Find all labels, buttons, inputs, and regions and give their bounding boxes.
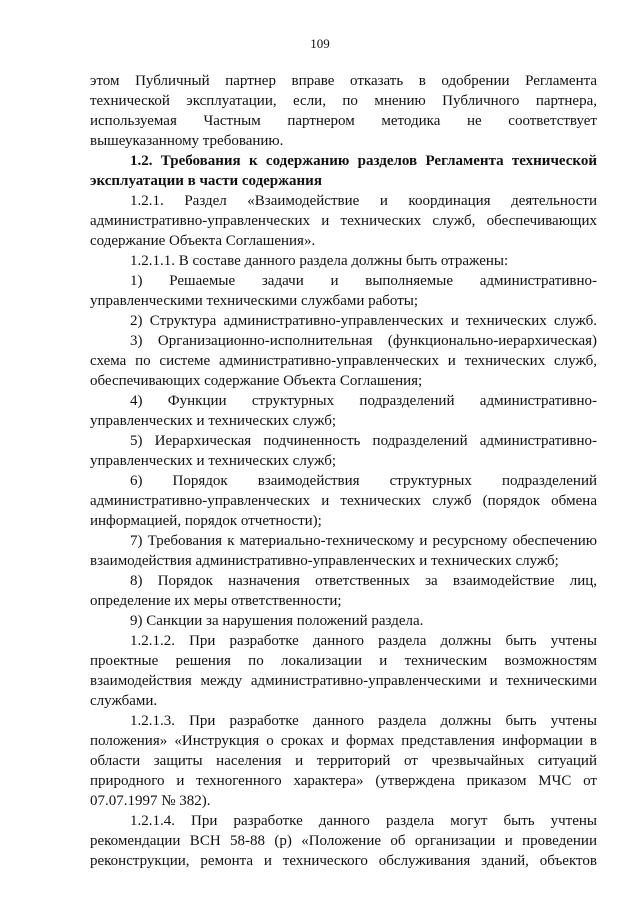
list-item: управленческими техническими службами работы; <box>90 293 419 309</box>
list-item: определение их меры ответственности; <box>90 593 342 609</box>
list-item: информацией, порядок отчетности); <box>90 513 322 529</box>
text-line: рекомендации ВСН 58-88 (р) «Положение об организации и проведении <box>90 833 597 849</box>
list-item: 3) Организационно-исполнительная (функционально-иерархическая) <box>130 333 597 349</box>
text-line: 1.2.1.2. При разработке данного раздела должны быть учтены <box>130 633 597 649</box>
text-line: области защиты населения и территорий от чрезвычайных ситуаций <box>90 753 597 769</box>
list-item: схема по системе административно-управленческих и технических служб, <box>90 353 597 369</box>
text-line: используемая Частным партнером методика не соответствует <box>90 113 597 129</box>
list-item: 7) Требования к материально-техническому и ресурсному обеспечению <box>130 533 597 549</box>
list-item: обеспечивающих содержание Объекта Соглашения; <box>90 373 423 389</box>
list-item: взаимодействия административно-управленческих и технических служб; <box>90 553 559 569</box>
text-line: природного и техногенного характера» (утверждена приказом МЧС от <box>90 773 597 789</box>
text-line: 1.2.1.1. В составе данного раздела должны быть отражены: <box>130 253 509 269</box>
text-line: 1.2.1. Раздел «Взаимодействие и координация деятельности <box>130 193 597 209</box>
text-line: 1.2.1.3. При разработке данного раздела должны быть учтены <box>130 713 597 729</box>
text-line: взаимодействия между административно-управленческими и техническими <box>90 673 597 689</box>
section-heading: 1.2. Требования к содержанию разделов Регламента технической <box>130 153 597 169</box>
text-line: технической эксплуатации, если, по мнению Публичного партнера, <box>90 93 597 109</box>
list-item: 8) Порядок назначения ответственных за взаимодействие лиц, <box>130 573 597 589</box>
list-item: 9) Санкции за нарушения положений раздела. <box>130 613 424 629</box>
text-line: административно-управленческих и технических служб, обеспечивающих <box>90 213 597 229</box>
text-line: этом Публичный партнер вправе отказать в одобрении Регламента <box>90 73 597 89</box>
text-line: реконструкции, ремонта и технического обслуживания зданий, объектов <box>90 853 597 869</box>
list-item: 6) Порядок взаимодействия структурных подразделений <box>130 473 597 489</box>
page-number: 109 <box>310 36 330 51</box>
list-item: 4) Функции структурных подразделений административно- <box>130 393 597 409</box>
text-line: службами. <box>90 693 158 709</box>
text-line: вышеуказанному требованию. <box>90 133 284 149</box>
list-item: 2) Структура административно-управленческих и технических служб. <box>130 313 597 329</box>
list-item: 5) Иерархическая подчиненность подразделений административно- <box>130 433 597 449</box>
text-line: 1.2.1.4. При разработке данного раздела могут быть учтены <box>130 813 597 829</box>
list-item: управленческих и технических служб; <box>90 413 337 429</box>
list-item: административно-управленческих и технических служб (порядок обмена <box>90 493 597 509</box>
text-line: проектные решения по локализации и техническим возможностям <box>90 653 597 669</box>
list-item: управленческих и технических служб; <box>90 453 337 469</box>
text-line: содержание Объекта Соглашения». <box>90 233 316 249</box>
section-heading: эксплуатации в части содержания <box>90 173 322 189</box>
text-line: 07.07.1997 № 382). <box>90 793 211 809</box>
list-item: 1) Решаемые задачи и выполняемые административно- <box>130 273 597 289</box>
text-line: положения» «Инструкция о сроках и формах представления информации в <box>90 733 597 749</box>
